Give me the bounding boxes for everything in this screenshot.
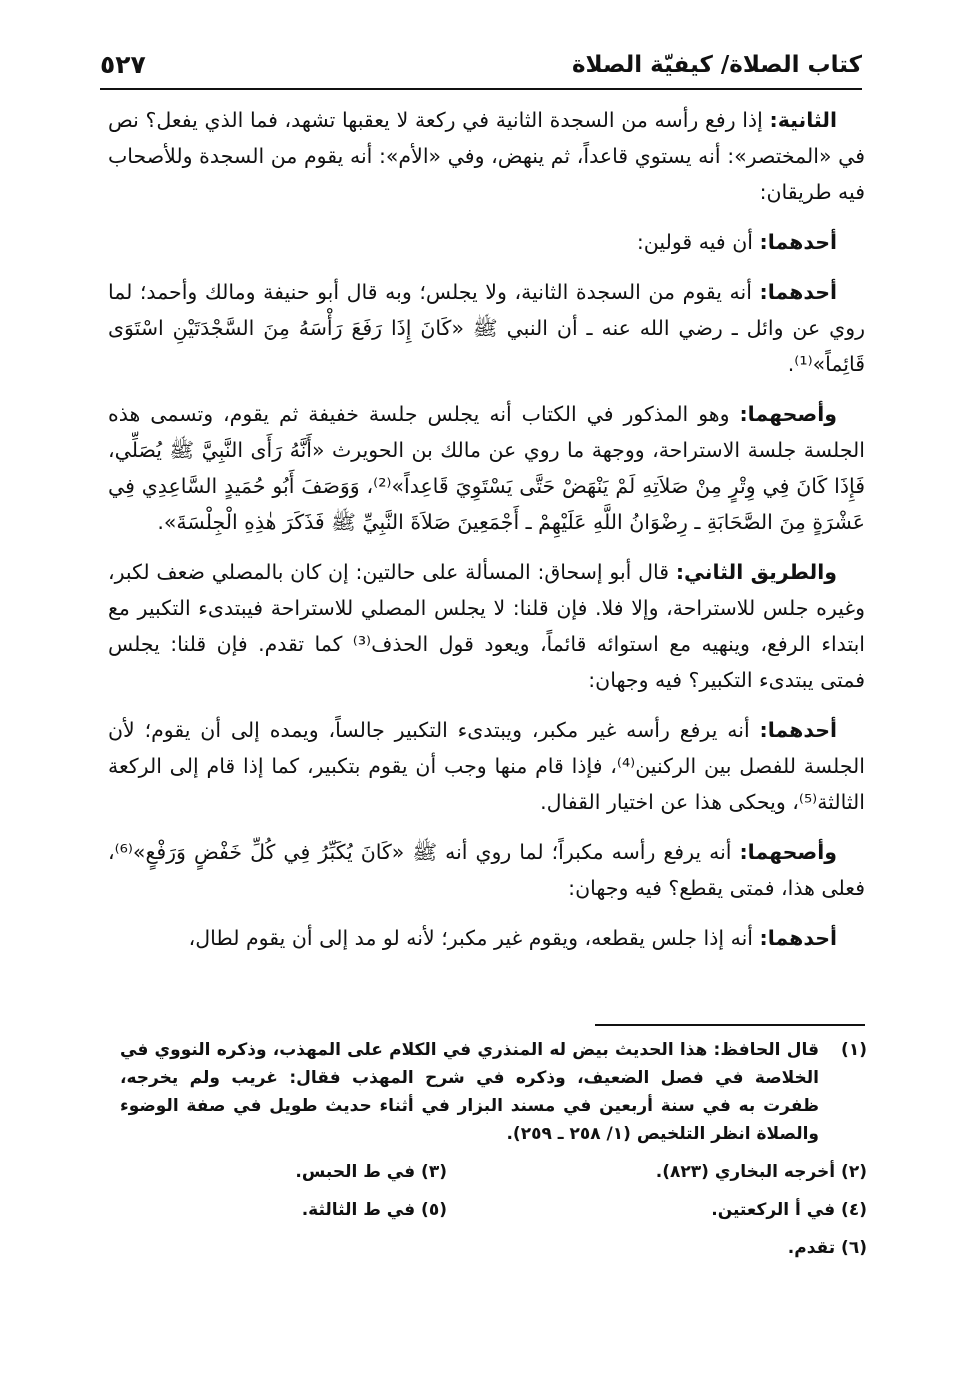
paragraph bbox=[108, 834, 865, 906]
paragraph bbox=[108, 102, 865, 210]
paragraph-lead: أحدهما: bbox=[759, 718, 837, 742]
footnote-5: (٥) في ط الثالثة. bbox=[301, 1200, 447, 1220]
footnote-row bbox=[120, 1158, 867, 1186]
footnote-2: (٢) أخرجه البخاري (٨٢٣). bbox=[655, 1162, 867, 1182]
paragraph bbox=[108, 224, 865, 260]
footnote-row bbox=[120, 1196, 867, 1224]
paragraph-lead: أحدهما: bbox=[759, 230, 837, 254]
footnote-divider bbox=[595, 1024, 865, 1026]
paragraph-text: إذا رفع رأسه من السجدة الثانية في ركعة لا يعقبها تشهد، فما الذي يفعل؟ نص في «المختصر»: أنه يستوي قاعداً، ثم ينهض، وفي «الأم»: أنه يقوم من السجدة وللأصحاب فيه طريقان: bbox=[108, 108, 865, 204]
footnotes bbox=[120, 1036, 867, 1262]
paragraph-lead: وأصحهما: bbox=[739, 402, 837, 426]
paragraph-text: أن فيه قولين: bbox=[636, 230, 760, 254]
paragraph-lead: أحدهما: bbox=[759, 926, 837, 950]
footnote-6: (٦) تقدم. bbox=[787, 1238, 867, 1258]
paragraph-text: قال أبو إسحاق: المسألة على حالتين: إن كان بالمصلي ضعف لكبر، وغيره جلس للاستراحة، وإلا فلا. فإن قلنا: لا يجلس المصلي للاستراحة فيبتدىء التكبير مع ابتداء الرفع، وينهيه مع استوائه قائماً، ويعود قول الحذف⁽³⁾ كما تقدم. فإن قلنا: يجلس فمتى يبتدىء التكبير؟ فيه وجهان: bbox=[108, 560, 865, 692]
paragraph-text: وهو المذكور في الكتاب أنه يجلس جلسة خفيفة ثم يقوم، وتسمى هذه الجلسة جلسة الاستراحة، ووجهة ما روي عن مالك بن الحويرث «أَنَّهُ رَأَى النَّبِيَّ ﷺ يُصَلِّي، فَإِذَا كَانَ فِي وِتْرٍ مِنْ صَلاَتِهِ لَمْ يَنْهَضْ حَتَّى يَسْتَوِيَ قَاعِداً»⁽²⁾، وَوَصَفَ أَبُو حُمَيدٍ السَّاعِدِي فِي عَشْرَةٍ مِنَ الصَّحَابَةِ ـ رِضْوَانُ اللَّهِ عَلَيْهِمْ ـ أَجْمَعِينَ صَلاَةَ النَّبِيِّ ﷺ فَذَكَرَ هٰذِهِ الْجِلْسَةَ». bbox=[108, 402, 865, 534]
paragraph bbox=[108, 920, 865, 956]
paragraph-lead: الثانية: bbox=[769, 108, 837, 132]
paragraph bbox=[108, 396, 865, 540]
paragraph-text: أنه يرفع رأسه مكبراً؛ لما روي أنه ﷺ «كَانَ يُكَبِّرُ فِي كُلِّ خَفْضٍ وَرَفْعٍ»⁽⁶⁾، فعلى هذا، فمتى يقطع؟ فيه وجهان: bbox=[108, 840, 865, 900]
footnote-3: (٣) في ط الحبس. bbox=[295, 1162, 447, 1182]
paragraph-text: أنه إذا جلس يقطعه، ويقوم غير مكبر؛ لأنه لو مد إلى أن يقوم لطال، bbox=[188, 926, 760, 950]
paragraph bbox=[108, 554, 865, 698]
footnote-text: قال الحافظ: هذا الحديث بيض له المنذري في الكلام على المهذب، وذكره النووي في الخلاصة في فصل الضعيف، وذكره في شرح المهذب فقال: غريب ولم يخرجه، ظفرت به في سنة أربعين في مسند البزار في أثناء حديث طويل في صفة الوضوء والصلاة انظر التلخيص (١/ ٢٥٨ ـ ٢٥٩). bbox=[120, 1040, 819, 1144]
main-text bbox=[108, 102, 865, 970]
paragraph-lead: أحدهما: bbox=[759, 280, 837, 304]
footnote-4: (٤) في أ الركعتين. bbox=[711, 1200, 867, 1220]
page-number: ٥٢٧ bbox=[100, 50, 146, 79]
footnote-number: (١) bbox=[841, 1040, 867, 1060]
chapter-title: كتاب الصلاة/ كيفيّة الصلاة bbox=[571, 52, 862, 78]
paragraph-text: أنه يرفع رأسه غير مكبر، ويبتدىء التكبير جالساً، ويمده إلى أن يقوم؛ لأن الجلسة للفصل بين الركنين⁽⁴⁾، فإذا قام منها وجب أن يقوم بتكبير، كما إذا قام إلى الركعة الثالثة⁽⁵⁾، ويحكى هذا عن اختيار القفال. bbox=[108, 718, 866, 814]
running-header bbox=[100, 48, 862, 90]
paragraph-lead: وأصحهما: bbox=[739, 840, 837, 864]
paragraph-text: أنه يقوم من السجدة الثانية، ولا يجلس؛ وبه قال أبو حنيفة ومالك وأحمد؛ لما روي عن وائل ـ رضي الله عنه ـ أن النبي ﷺ «كَانَ إِذَا رَفَعَ رَأْسَهُ مِنَ السَّجْدَتَيْنِ اسْتَوَى قَائِماً»⁽¹⁾. bbox=[108, 280, 865, 376]
footnote-1 bbox=[120, 1036, 867, 1148]
paragraph-lead: والطريق الثاني: bbox=[675, 560, 837, 584]
paragraph bbox=[108, 712, 865, 820]
paragraph bbox=[108, 274, 865, 382]
